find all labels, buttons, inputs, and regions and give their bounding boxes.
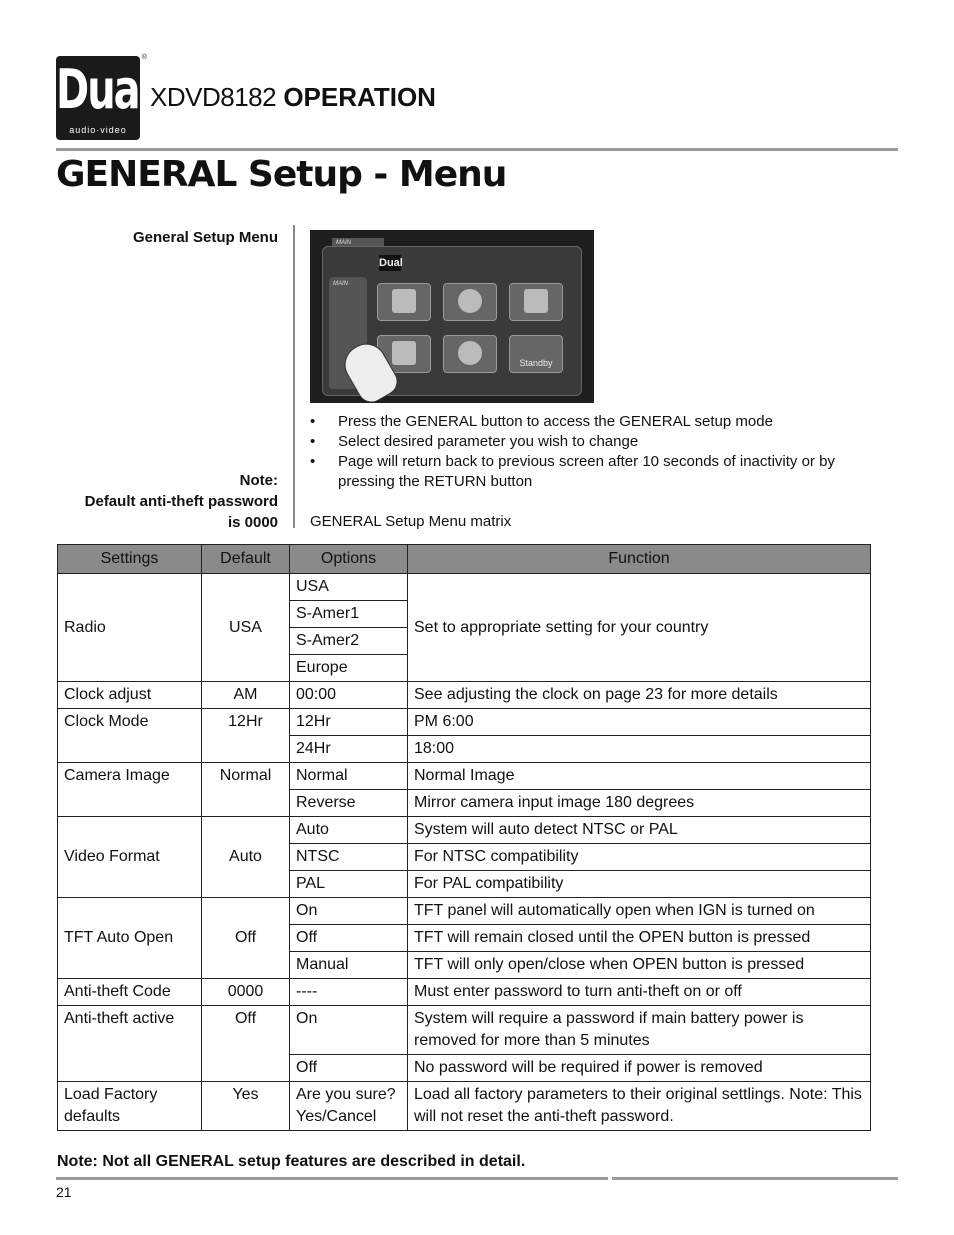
table-row bbox=[58, 763, 871, 790]
option-cell: S-Amer1 bbox=[290, 601, 408, 628]
function-cell: Set to appropriate setting for your country bbox=[408, 574, 871, 682]
option-cell: Reverse bbox=[290, 790, 408, 817]
setting-cell: Camera Image bbox=[58, 763, 202, 817]
device-screen-photo bbox=[310, 230, 594, 403]
option-cell: 24Hr bbox=[290, 736, 408, 763]
default-cell: 12Hr bbox=[202, 709, 290, 763]
function-cell: 18:00 bbox=[408, 736, 871, 763]
option-cell: USA bbox=[290, 574, 408, 601]
bottom-rule bbox=[56, 1177, 608, 1180]
option-cell: Are you sure? Yes/Cancel bbox=[290, 1082, 408, 1131]
option-cell: On bbox=[290, 1006, 408, 1055]
function-cell: System will require a password if main battery power is removed for more than 5 minutes bbox=[408, 1006, 871, 1055]
disc-tile-icon bbox=[443, 283, 497, 321]
col-header: Default bbox=[202, 545, 290, 574]
bullet-item: • Page will return back to previous screen after 10 seconds of inactivity or by pressing the RETURN button bbox=[310, 452, 870, 492]
setting-cell: Clock adjust bbox=[58, 682, 202, 709]
setting-cell: TFT Auto Open bbox=[58, 898, 202, 979]
screen-side-label: MAIN bbox=[333, 281, 348, 287]
note-line-2: is 0000 bbox=[227, 514, 278, 531]
function-cell: No password will be required if power is removed bbox=[408, 1055, 871, 1082]
option-cell: Normal bbox=[290, 763, 408, 790]
top-rule bbox=[56, 148, 898, 151]
page-number: 21 bbox=[56, 1184, 72, 1200]
table-row bbox=[58, 574, 871, 601]
screen-panel bbox=[322, 246, 582, 396]
operation-label: OPERATION bbox=[283, 82, 436, 112]
setting-cell: Clock Mode bbox=[58, 709, 202, 763]
option-cell: Auto bbox=[290, 817, 408, 844]
table-header-row bbox=[58, 545, 871, 574]
table-row bbox=[58, 709, 871, 736]
menu-side-label: General Setup Menu bbox=[132, 229, 278, 246]
option-cell: S-Amer2 bbox=[290, 628, 408, 655]
default-cell: 0000 bbox=[202, 979, 290, 1006]
table-row bbox=[58, 1006, 871, 1055]
standby-tile bbox=[509, 335, 563, 373]
option-cell: Manual bbox=[290, 952, 408, 979]
option-cell: NTSC bbox=[290, 844, 408, 871]
function-cell: Normal Image bbox=[408, 763, 871, 790]
default-cell: Yes bbox=[202, 1082, 290, 1131]
col-header: Function bbox=[408, 545, 871, 574]
matrix-caption: GENERAL Setup Menu matrix bbox=[310, 513, 512, 530]
camera-tile-icon bbox=[443, 335, 497, 373]
function-cell: Must enter password to turn anti-theft on or off bbox=[408, 979, 871, 1006]
setting-cell: Anti-theft Code bbox=[58, 979, 202, 1006]
function-cell: TFT will only open/close when OPEN button is pressed bbox=[408, 952, 871, 979]
radio-tile-icon bbox=[377, 283, 431, 321]
bullet-item: • Select desired parameter you wish to change bbox=[310, 432, 870, 452]
default-cell: Off bbox=[202, 898, 290, 979]
table-row bbox=[58, 682, 871, 709]
option-cell: Off bbox=[290, 1055, 408, 1082]
standby-label: Standby bbox=[519, 358, 553, 368]
function-cell: Mirror camera input image 180 degrees bbox=[408, 790, 871, 817]
table-row bbox=[58, 898, 871, 925]
instruction-list bbox=[310, 412, 870, 492]
vertical-divider bbox=[293, 225, 295, 528]
registered-mark: ® bbox=[141, 54, 147, 61]
setting-cell: Video Format bbox=[58, 817, 202, 898]
logo-word: Dual bbox=[56, 59, 151, 122]
function-cell: Load all factory parameters to their original settlings. Note: This will not reset the anti-theft password. bbox=[408, 1082, 871, 1131]
note-label: Note: bbox=[239, 472, 278, 489]
option-cell: 12Hr bbox=[290, 709, 408, 736]
page-title: GENERAL Setup - Menu bbox=[56, 154, 507, 195]
note-line-1: Default anti-theft password bbox=[84, 493, 278, 510]
option-cell: Off bbox=[290, 925, 408, 952]
dual-logo bbox=[56, 54, 151, 140]
default-cell: Off bbox=[202, 1006, 290, 1082]
settings-table bbox=[57, 544, 871, 1131]
col-header: Options bbox=[290, 545, 408, 574]
function-cell: TFT panel will automatically open when IGN is turned on bbox=[408, 898, 871, 925]
header-title bbox=[150, 82, 436, 113]
default-cell: USA bbox=[202, 574, 290, 682]
function-cell: See adjusting the clock on page 23 for more details bbox=[408, 682, 871, 709]
option-cell: PAL bbox=[290, 871, 408, 898]
function-cell: PM 6:00 bbox=[408, 709, 871, 736]
footnote: Note: Not all GENERAL setup features are described in detail. bbox=[57, 1153, 526, 1170]
model-number: XDVD8182 bbox=[150, 82, 277, 112]
col-header: Settings bbox=[58, 545, 202, 574]
function-cell: For NTSC compatibility bbox=[408, 844, 871, 871]
screen-brand: Dual bbox=[379, 257, 403, 269]
option-cell: 00:00 bbox=[290, 682, 408, 709]
option-cell: On bbox=[290, 898, 408, 925]
screen-tab: MAIN bbox=[332, 238, 384, 248]
default-cell: Auto bbox=[202, 817, 290, 898]
default-cell: Normal bbox=[202, 763, 290, 817]
setting-cell: Anti-theft active bbox=[58, 1006, 202, 1082]
option-cell: ---- bbox=[290, 979, 408, 1006]
logo-subtitle: audio·video bbox=[69, 125, 127, 135]
function-cell: TFT will remain closed until the OPEN button is pressed bbox=[408, 925, 871, 952]
bullet-item: • Press the GENERAL button to access the GENERAL setup mode bbox=[310, 412, 870, 432]
option-cell: Europe bbox=[290, 655, 408, 682]
function-cell: System will auto detect NTSC or PAL bbox=[408, 817, 871, 844]
table-row bbox=[58, 1082, 871, 1131]
bottom-rule bbox=[612, 1177, 898, 1180]
table-row bbox=[58, 979, 871, 1006]
default-cell: AM bbox=[202, 682, 290, 709]
table-row bbox=[58, 817, 871, 844]
function-cell: For PAL compatibility bbox=[408, 871, 871, 898]
media-tile-icon bbox=[509, 283, 563, 321]
setting-cell: Radio bbox=[58, 574, 202, 682]
setting-cell: Load Factory defaults bbox=[58, 1082, 202, 1131]
